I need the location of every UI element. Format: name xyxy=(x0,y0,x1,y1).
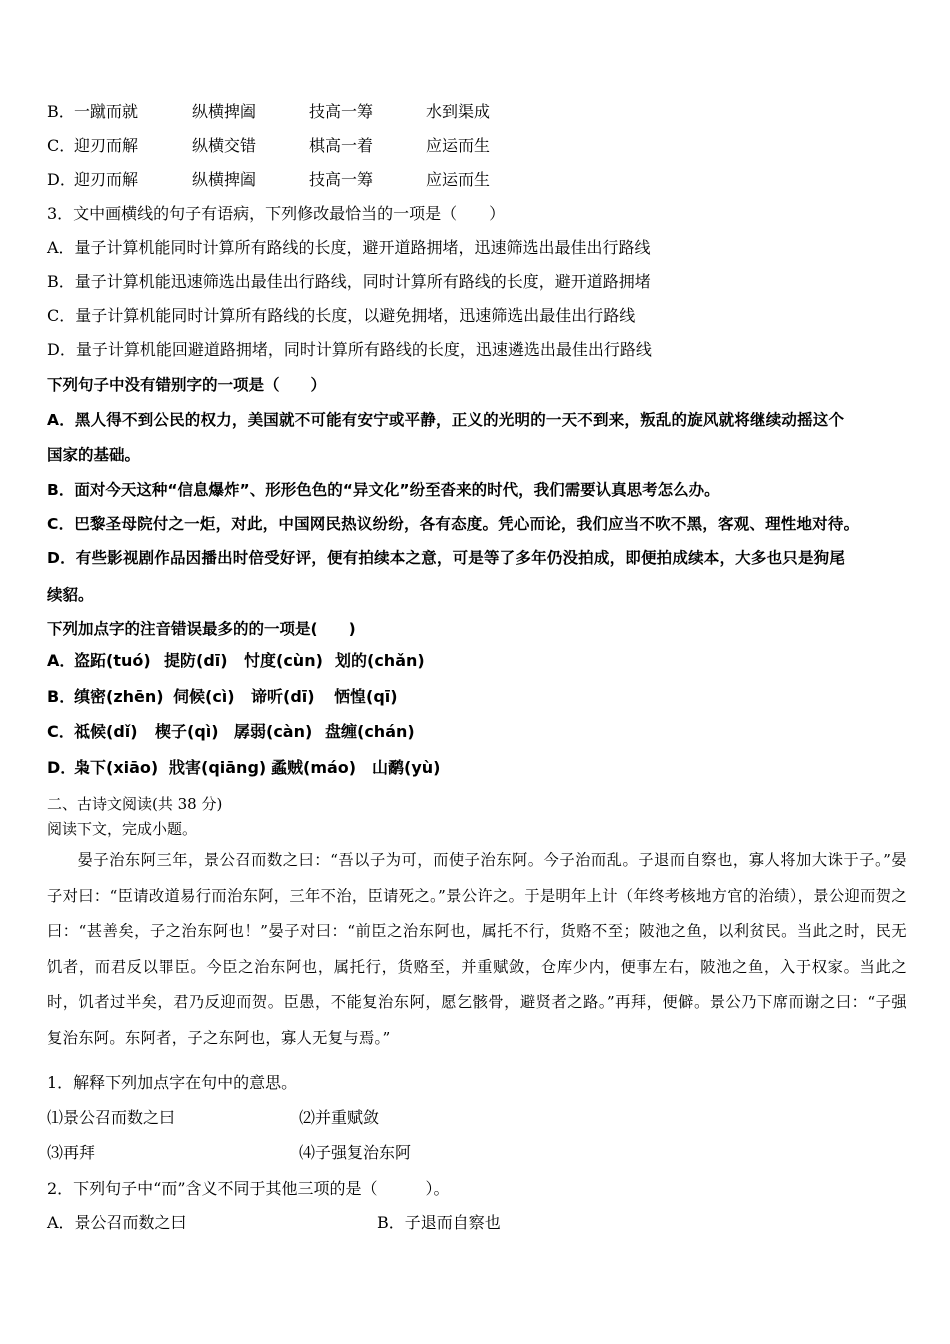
pinyin-item: 盘缠(chán) xyxy=(325,722,415,741)
option-word: 技高一筹 xyxy=(309,170,374,189)
option-label: C． xyxy=(47,136,76,155)
q4-option-d-line1: D．有些影视剧作品因播出时倍受好评，便有拍续本之意，可是等了多年仍没拍成，即便拍成续本，大多也只是狗尾 xyxy=(47,549,846,567)
pinyin-item: 楔子(qì) xyxy=(155,722,219,741)
pinyin-item: 谛听(dī) xyxy=(251,687,315,706)
q3-option-c: C．量子计算机能同时计算所有路线的长度，以避免拥堵，迅速筛选出最佳出行路线 xyxy=(47,306,636,325)
option-label: B． xyxy=(47,102,75,121)
q3-option-b: B．量子计算机能迅速筛选出最佳出行路线，同时计算所有路线的长度，避开道路拥堵 xyxy=(47,272,651,291)
pinyin-item: 祗候(dǐ) xyxy=(74,722,138,741)
option-label: C． xyxy=(47,722,75,741)
s2-q1-item: ⑶再拜 xyxy=(47,1143,96,1162)
option-word: 应运而生 xyxy=(426,136,491,155)
s2-q1-stem: 1．解释下列加点字在句中的意思。 xyxy=(47,1073,298,1092)
s2-q1-item: ⑴景公召而数之曰 xyxy=(47,1108,176,1127)
option-label: D． xyxy=(47,170,76,189)
option-label: B． xyxy=(47,687,76,706)
option-word: 一蹴而就 xyxy=(74,102,139,121)
q4-option-b: B．面对今天这种“信息爆炸”、形形色色的“异文化”纷至沓来的时代，我们需要认真思考怎么办。 xyxy=(47,481,720,499)
pinyin-item: 划的(chǎn) xyxy=(335,651,425,670)
s2-q2-option-b: B．子退而自察也 xyxy=(377,1213,501,1232)
option-word: 技高一筹 xyxy=(309,102,374,121)
option-word: 棋高一着 xyxy=(309,136,374,155)
pinyin-item: 戕害(qiāng) xyxy=(169,758,267,777)
q3-option-d: D．量子计算机能回避道路拥堵，同时计算所有路线的长度，迅速遴选出最佳出行路线 xyxy=(47,340,652,359)
option-word: 应运而生 xyxy=(426,170,491,189)
q4-option-d-line2: 续貂。 xyxy=(47,586,94,604)
s2-q2-option-a: A．景公召而数之曰 xyxy=(47,1213,187,1232)
option-word: 迎刃而解 xyxy=(74,136,139,155)
q4-stem: 下列句子中没有错别字的一项是（ ） xyxy=(47,376,327,394)
s2-q1-item: ⑵并重赋敛 xyxy=(299,1108,380,1127)
pinyin-item: 蟊贼(máo) xyxy=(271,758,357,777)
option-word: 迎刃而解 xyxy=(74,170,139,189)
option-word: 纵横交错 xyxy=(192,136,257,155)
pinyin-item: 伺候(cì) xyxy=(173,687,235,706)
q4-option-a-line2: 国家的基础。 xyxy=(47,446,141,464)
reading-intro: 阅读下文，完成小题。 xyxy=(47,820,198,838)
pinyin-item: 缜密(zhēn) xyxy=(74,687,164,706)
classical-passage xyxy=(47,843,907,1056)
passage-text: 晏子治东阿三年，景公召而数之曰：“吾以子为可，而使子治东阿。今子治而乱。子退而自察也，寡人将加大诛于子。”晏子对曰：“臣请改道易行而治东阿，三年不治，臣请死之。”景公许之。于是明年上计（年终考核地方官的治绩），景公迎而贺之曰：“甚善矣，子之治东阿也！”晏子对曰：“前臣之治东阿也，属托不行，货赂不至；陂池之鱼，以利贫民。当此之时，民无饥者，而君反以罪臣。今臣之治东阿也，属托行，货赂至，并重赋敛，仓库少内，便事左右，陂池之鱼，入于权家。当此之时，饥者过半矣，君乃反迎而贺。臣愚，不能复治东阿，愿乞骸骨，避贤者之路。”再拜，便僻。景公乃下席而谢之曰：“子强复治东阿。东阿者，子之东阿也，寡人无复与焉。” xyxy=(47,851,907,1047)
pinyin-item: 恓惶(qī) xyxy=(334,687,398,706)
pinyin-item: 枭下(xiāo) xyxy=(74,758,159,777)
pinyin-item: 提防(dī) xyxy=(164,651,228,670)
q3-option-a: A．量子计算机能同时计算所有路线的长度，避开道路拥堵，迅速筛选出最佳出行路线 xyxy=(47,238,651,257)
q4-option-c: C．巴黎圣母院付之一炬，对此，中国网民热议纷纷，各有态度。凭心而论，我们应当不吹不黑，客观、理性地对待。 xyxy=(47,515,860,533)
option-word: 纵横捭阖 xyxy=(192,102,257,121)
q3-stem: 3．文中画横线的句子有语病，下列修改最恰当的一项是（ ） xyxy=(47,204,506,223)
q4-option-a-line1: A．黑人得不到公民的权力，美国就不可能有安宁或平静，正义的光明的一天不到来，叛乱的旋风就将继续动摇这个 xyxy=(47,411,845,429)
option-label: D． xyxy=(47,758,77,777)
option-word: 水到渠成 xyxy=(426,102,491,121)
s2-q2-stem: 2．下列句子中“而”含义不同于其他三项的是（ ）。 xyxy=(47,1179,450,1198)
pinyin-item: 山鹬(yù) xyxy=(372,758,441,777)
s2-q1-item: ⑷子强复治东阿 xyxy=(299,1143,412,1162)
pinyin-item: 孱弱(càn) xyxy=(234,722,313,741)
q5-stem: 下列加点字的注音错误最多的的一项是( ) xyxy=(47,620,356,638)
option-word: 纵横捭阖 xyxy=(192,170,257,189)
section-title: 二、古诗文阅读(共 38 分) xyxy=(47,795,223,813)
pinyin-item: 忖度(cùn) xyxy=(244,651,323,670)
pinyin-item: 盗跖(tuó) xyxy=(74,651,151,670)
option-label: A． xyxy=(47,651,76,670)
